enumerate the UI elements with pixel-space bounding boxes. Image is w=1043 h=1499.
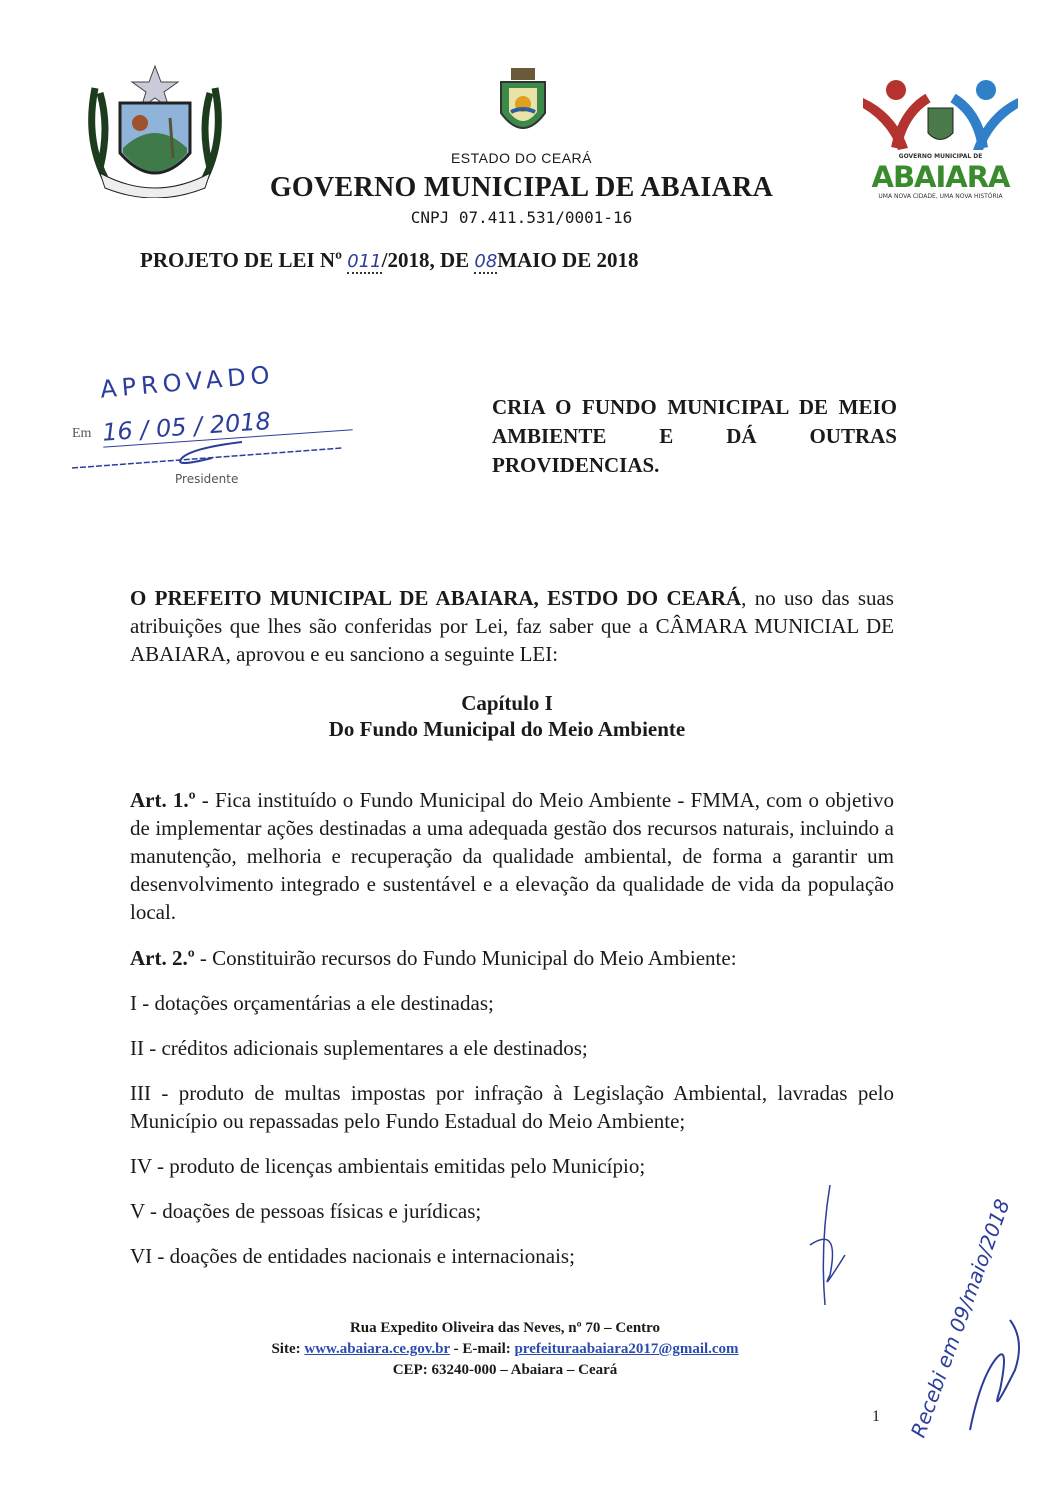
- list-item: I - dotações orçamentárias a ele destinadas;: [130, 991, 494, 1015]
- ementa: CRIA O FUNDO MUNICIPAL DE MEIO AMBIENTE E DÁ OUTRAS PROVIDENCIAS.: [492, 395, 897, 477]
- chapter-subtitle: Do Fundo Municipal do Meio Ambiente: [328, 717, 686, 741]
- chapter-title: Capítulo I: [461, 691, 553, 715]
- receiver-signature-icon: [960, 1300, 1030, 1440]
- president-signature-icon: [72, 440, 362, 470]
- approval-date: 16 / 05 / 2018: [101, 401, 352, 447]
- article-2: [130, 944, 894, 972]
- ceara-state-coat-of-arms-icon: [495, 68, 551, 143]
- list-item: III - produto de multas impostas por infração à Legislação Ambiental, lavradas pelo Município ou repassadas pelo Fundo Estadual do Meio Ambiente;: [130, 1081, 894, 1133]
- chapter-heading: [120, 690, 894, 742]
- article-label: Art. 2.º: [130, 946, 195, 970]
- email-link[interactable]: prefeituraabaiara2017@gmail.com: [514, 1341, 739, 1357]
- bill-year: /2018, DE: [381, 248, 475, 272]
- email-label: - E-mail:: [449, 1341, 515, 1357]
- approved-text: APROVADO: [99, 360, 276, 404]
- bill-month-year: MAIO DE 2018: [497, 248, 639, 272]
- list-item: VI - doações de entidades nacionais e internacionais;: [130, 1244, 575, 1268]
- page-number: 1: [872, 1408, 880, 1425]
- list-item: IV - produto de licenças ambientais emitidas pelo Município;: [130, 1154, 646, 1178]
- people-figures-icon: [858, 78, 1023, 153]
- bill-heading: [140, 248, 638, 273]
- em-label: Em: [72, 426, 92, 441]
- footer-address: Rua Expedito Oliveira das Neves, nº 70 – Centro: [349, 1320, 661, 1336]
- preamble: [130, 584, 894, 668]
- bill-day: 08: [474, 251, 498, 272]
- bill-prefix: PROJETO DE LEI Nº: [140, 248, 348, 272]
- site-label: Site:: [271, 1341, 305, 1357]
- article-1: [130, 786, 894, 926]
- bill-number: 011: [347, 251, 382, 272]
- preamble-text: , no uso das suas atribuições que lhes são conferidas por Lei, faz saber que a CÂMARA MUNICIAL DE ABAIARA, aprovou e eu sanciono a seguinte LEI:: [130, 586, 894, 666]
- document-body: [130, 584, 894, 1270]
- logo-name: ABAIARA: [871, 160, 1010, 194]
- footer: [0, 1318, 1010, 1381]
- logo-slogan: UMA NOVA CIDADE, UMA NOVA HISTÓRIA: [878, 193, 1003, 200]
- received-note: Recebi em 09/maio/2018: [905, 1195, 1015, 1441]
- list-item: II - créditos adicionais suplementares a ele destinados;: [130, 1036, 588, 1060]
- article-text: - Fica instituído o Fundo Municipal do Meio Ambiente - FMMA, com o objetivo de implementar ações destinadas a uma adequada gestão dos recursos naturais, incluindo a manutenção, melhoria e recuperação da qualidade ambiental, de forma a garantir um desenvolvimento integrado e sustentável e a elevação da qualidade de vida da população local.: [130, 788, 894, 924]
- article-text: - Constituirão recursos do Fundo Municipal do Meio Ambiente:: [194, 946, 737, 970]
- president-label: Presidente: [175, 472, 239, 486]
- initials-signature-icon: [800, 1185, 860, 1315]
- state-name: ESTADO DO CEARÁ: [450, 150, 593, 166]
- article-label: Art. 1.º: [130, 788, 196, 812]
- cnpj: CNPJ 07.411.531/0001-16: [410, 208, 633, 227]
- footer-cep: CEP: 63240-000 – Abaiara – Ceará: [392, 1362, 618, 1378]
- preamble-bold: O PREFEITO MUNICIPAL DE ABAIARA, ESTDO DO CEARÁ: [130, 586, 742, 610]
- government-title: GOVERNO MUNICIPAL DE ABAIARA: [269, 172, 774, 203]
- logo-top-text: GOVERNO MUNICIPAL DE: [898, 153, 983, 160]
- list-item: V - doações de pessoas físicas e jurídicas;: [130, 1199, 482, 1223]
- approval-stamp: [72, 360, 372, 513]
- site-link[interactable]: www.abaiara.ce.gov.br: [304, 1341, 450, 1357]
